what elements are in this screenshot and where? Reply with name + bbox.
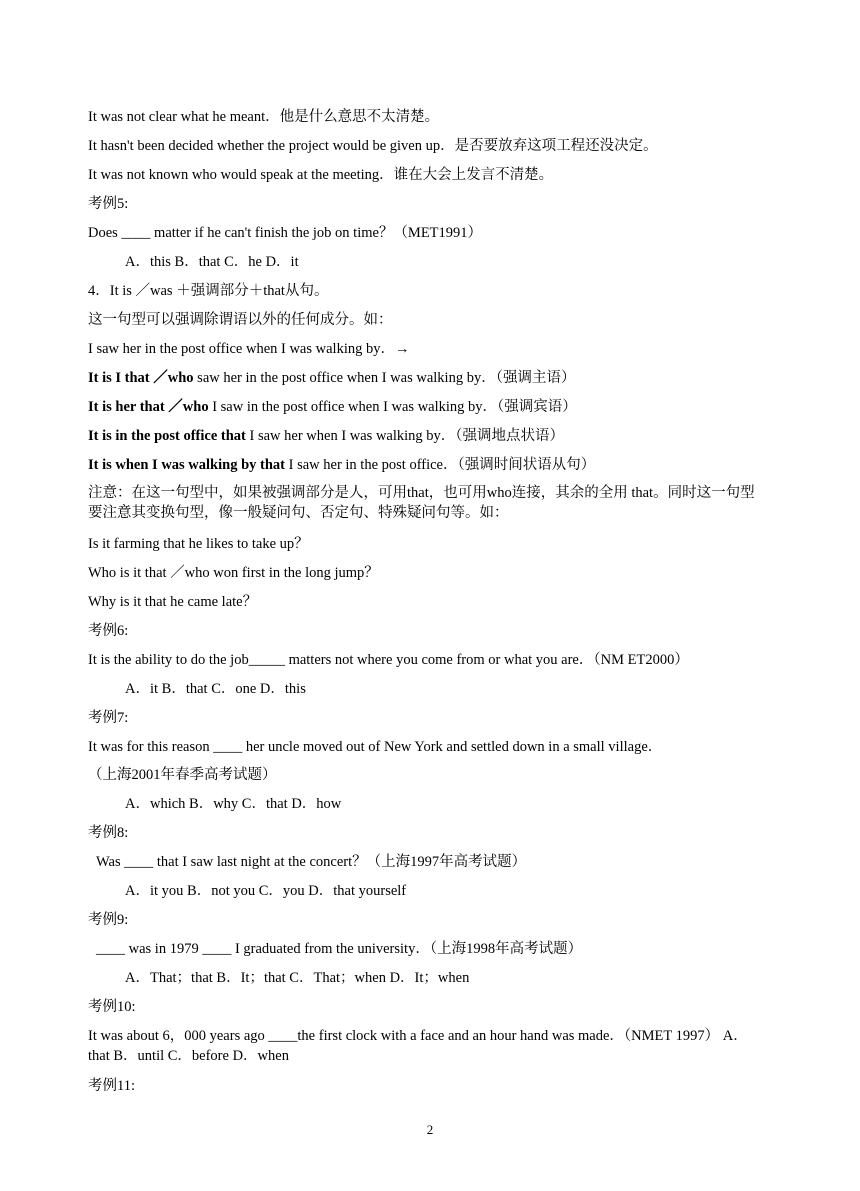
emphasis-rest: I saw her in the post office．（强调时间状语从句） [285,457,596,473]
example-label: 考例6: [88,623,129,639]
answer-options: A．this B．that C．he D．it [125,254,299,270]
emphasis-example [88,397,764,417]
note-paragraph: 注意：在这一句型中，如果被强调部分是人，可用that，也可用who连接，其余的全用 that。同时这一句型要注意其变换句型，像一般疑问句、否定句、特殊疑问句等。如： [88,485,755,521]
question-source: （上海2001年春季高考试题） [88,767,277,783]
example-label: 考例8: [88,825,129,841]
emphasis-bold: It is when I was walking by that [88,457,286,473]
example-label: 考例7: [88,710,129,726]
emphasis-example [88,368,764,388]
text-line: Why is it that he came late？ [88,594,258,610]
emphasis-bold: It is in the post office that [88,428,246,444]
emphasis-rest: saw her in the post office when I was walking by．（强调主语） [193,370,576,386]
text-line: Who is it that ／who won first in the long jump？ [88,565,379,581]
question-text: ____ was in 1979 ____ I graduated from the university．（上海1998年高考试题） [96,941,583,957]
question-text: Does ____ matter if he can't finish the job on time？（MET1991） [88,225,483,241]
question-text: Was ____ that I saw last night at the concert？（上海1997年高考试题） [96,854,527,870]
answer-options: A．it you B．not you C．you D．that yourself [125,883,407,899]
text-line: It hasn't been decided whether the project would be given up．是否要放弃这项工程还没决定。 [88,138,658,154]
example-label: 考例9: [88,912,129,928]
emphasis-bold: It is I that ／who [88,370,194,386]
answer-options: A．That；that B．It；that C．That；when D．It；when [125,970,470,986]
answer-options: A．it B．that C．one D．this [125,681,306,697]
text-line: I saw her in the post office when I was walking by．→ [88,341,410,357]
example-label: 考例11: [88,1078,135,1094]
page-number: 2 [426,1122,434,1137]
question-text: It was for this reason ____ her uncle moved out of New York and settled down in a small village． [88,739,663,755]
example-label: 考例5: [88,196,129,212]
section-heading: 4．It is ／was ＋强调部分＋that从句。 [88,283,329,299]
text-line: It was not known who would speak at the meeting．谁在大会上发言不清楚。 [88,167,554,183]
question-text: It is the ability to do the job_____ matters not where you come from or what you are．（NM ET2000） [88,652,689,668]
emphasis-bold: It is her that ／who [88,399,209,415]
text-line: Is it farming that he likes to take up？ [88,536,309,552]
text-line: 这一句型可以强调除谓语以外的任何成分。如： [88,312,393,328]
emphasis-example [88,426,764,446]
answer-options: A．which B．why C．that D．how [125,796,342,812]
example-label: 考例10: [88,999,136,1015]
text-line: It was not clear what he meant．他是什么意思不太清楚。 [88,109,440,125]
emphasis-rest: I saw her when I was walking by．（强调地点状语） [245,428,565,444]
emphasis-rest: I saw in the post office when I was walking by．（强调宾语） [208,399,577,415]
emphasis-example [88,455,764,475]
question-text: It was about 6，000 years ago ____the first clock with a face and an hour hand was made．（NMET 1997） A．that B．until C．before D．when [88,1028,748,1064]
